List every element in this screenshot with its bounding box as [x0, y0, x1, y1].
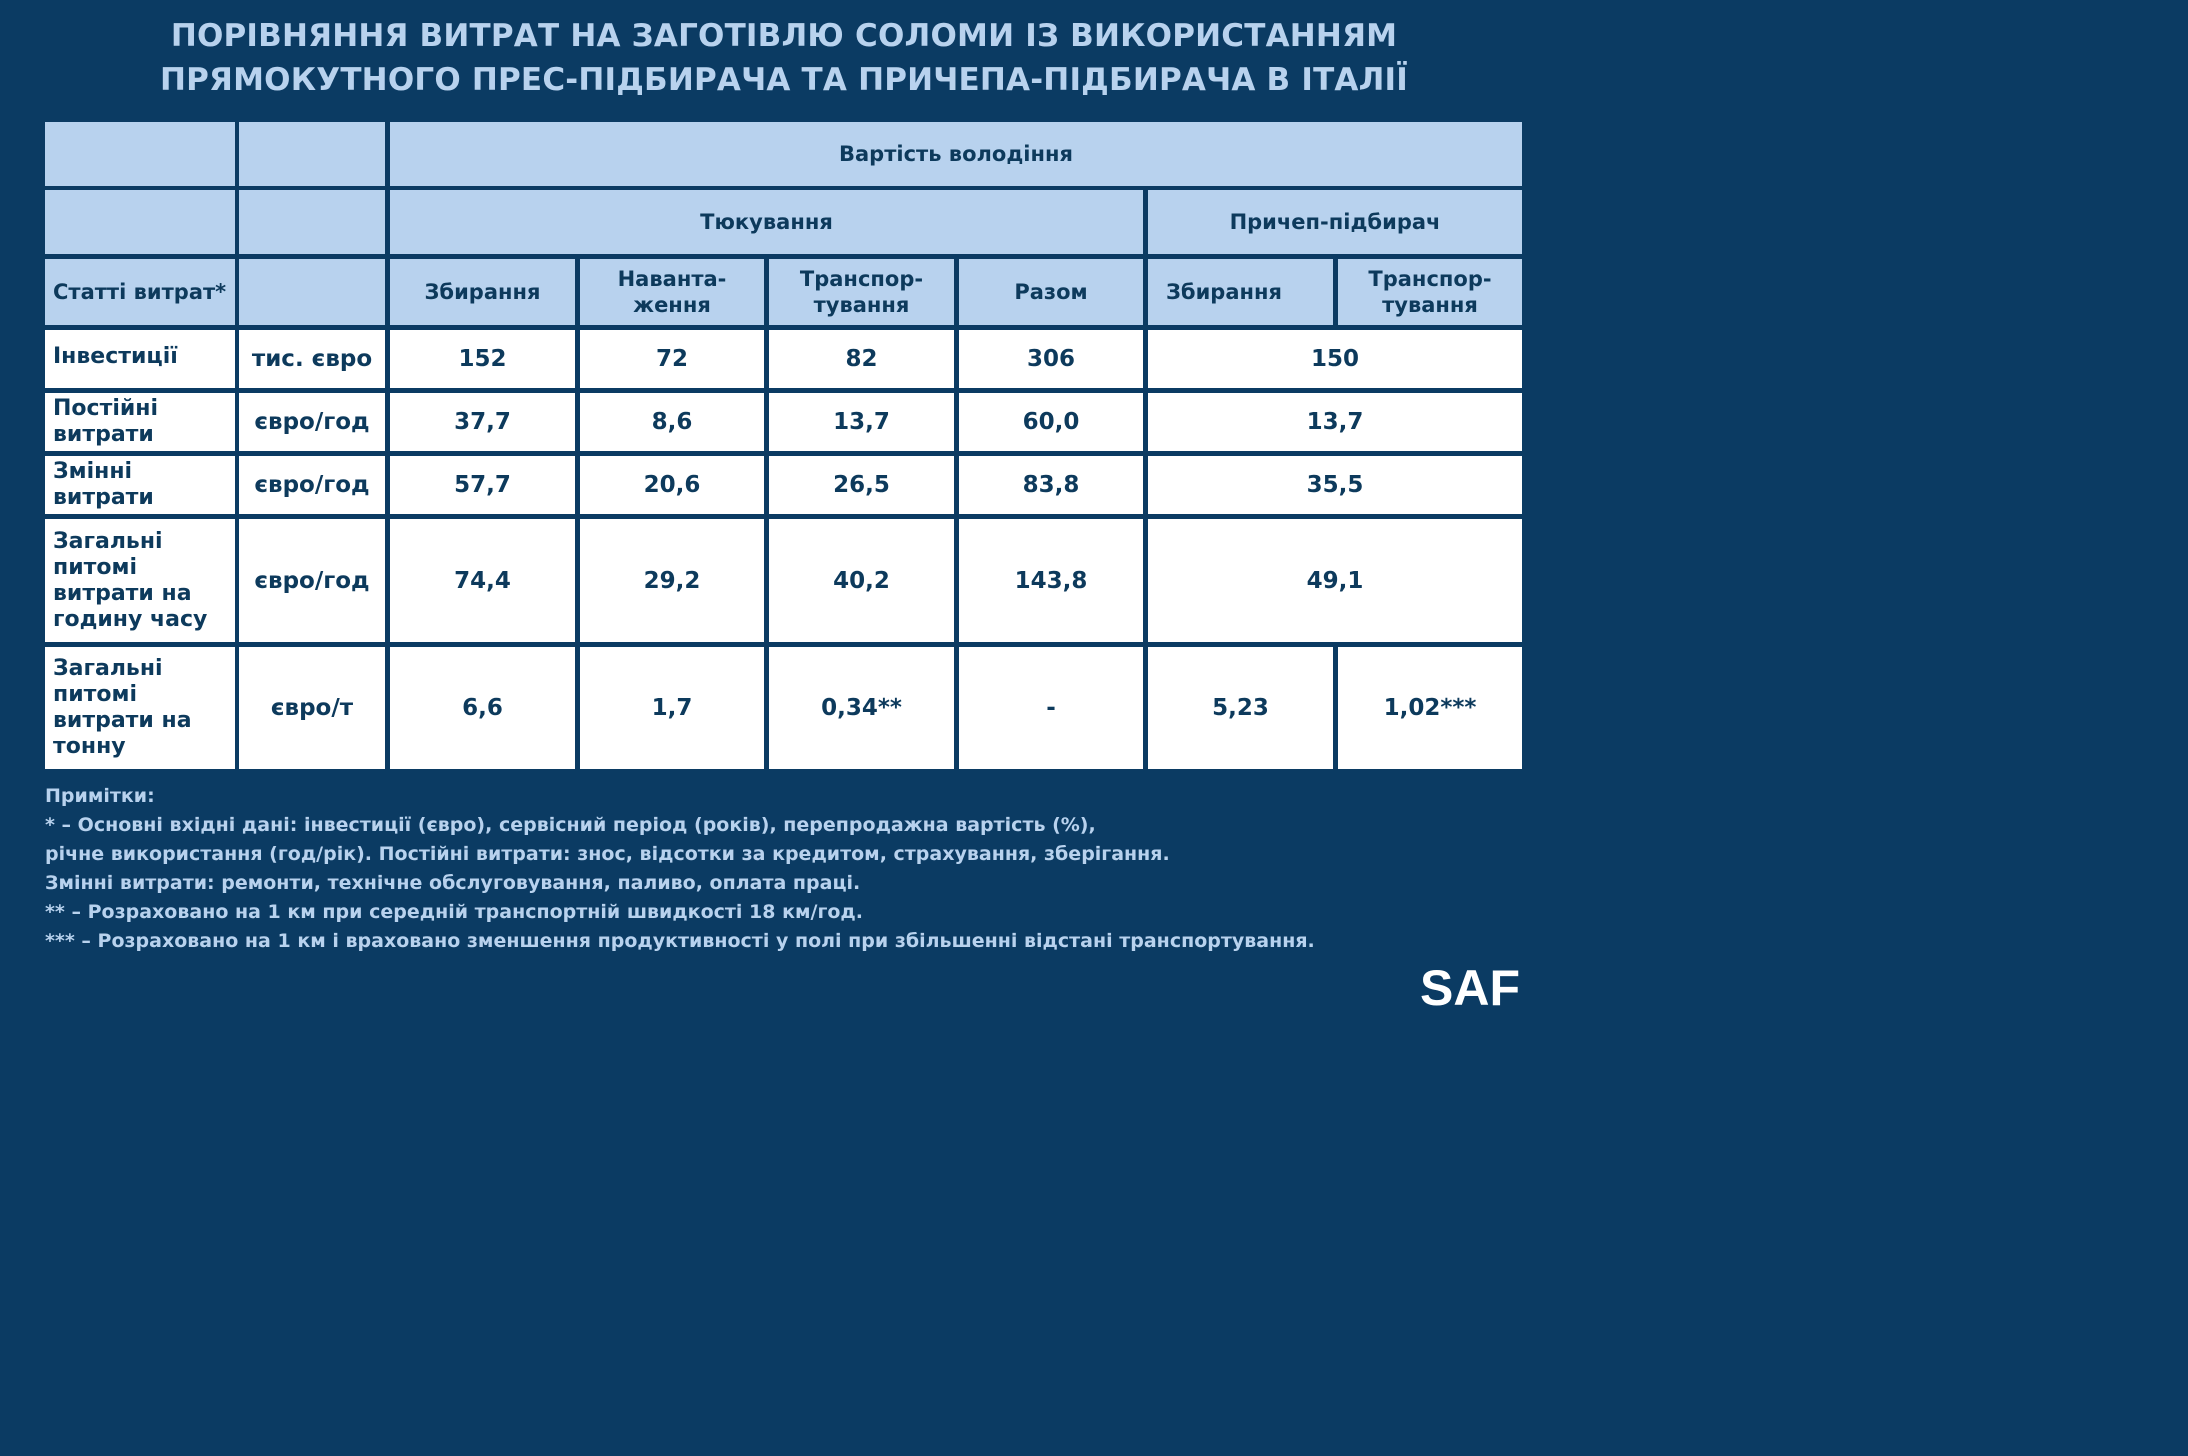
row-label-line: витрати на	[53, 708, 192, 733]
value-cell-collect: 6,6	[390, 647, 575, 769]
value-cell-transport: 40,2	[769, 519, 954, 642]
value-cell-collect: 74,4	[390, 519, 575, 642]
value-cell-total: 60,0	[959, 393, 1143, 451]
note-line: * – Основні вхідні дані: інвестиції (євро), сервісний період (років), перепродажна вартість (%),	[45, 814, 1096, 836]
row-label-variable-costs	[45, 456, 235, 514]
header-empty-2a	[45, 190, 235, 254]
value-cell-transport: 82	[769, 330, 954, 388]
row-label-line: Інвестиції	[53, 344, 178, 369]
value-cell-trailer: 35,5	[1148, 456, 1522, 514]
row-label-line: Загальні	[53, 656, 163, 681]
unit-cell: євро/год	[239, 456, 385, 514]
value-cell-total: 143,8	[959, 519, 1143, 642]
value-cell-trailer: 150	[1148, 330, 1522, 388]
column-header-unit	[239, 259, 385, 325]
page-title	[0, 14, 1568, 102]
row-label-line: витрати на	[53, 580, 192, 606]
value-cell-trailer: 13,7	[1148, 393, 1522, 451]
value-cell-total: 83,8	[959, 456, 1143, 514]
note-line: *** – Розраховано на 1 км і враховано зменшення продуктивності у полі при збільшенні відстані транспортування.	[45, 930, 1315, 952]
column-header-transport-line-1: Транспор-	[799, 267, 924, 291]
title-line-2: ПРЯМОКУТНОГО ПРЕС-ПІДБИРАЧА ТА ПРИЧЕПА-ПІДБИРАЧА В ІТАЛІЇ	[159, 62, 1409, 98]
value-cell-collect: 37,7	[390, 393, 575, 451]
column-header-items: Статті витрат*	[45, 259, 235, 325]
row-label-investments	[45, 330, 235, 388]
row-label-line: питомі	[53, 554, 138, 580]
note-line: Змінні витрати: ремонти, технічне обслуговування, паливо, оплата праці.	[45, 872, 861, 894]
row-label-line: Змінні	[53, 459, 133, 484]
column-header-total: Разом	[959, 259, 1143, 325]
column-header-transport	[769, 259, 954, 325]
row-label-line: Загальні	[53, 528, 163, 554]
value-cell-total: -	[959, 647, 1143, 769]
saf-logo: SAF	[1420, 960, 1520, 1016]
value-cell-trailer-transport: 1,02***	[1338, 647, 1522, 769]
value-cell-loading: 72	[580, 330, 764, 388]
value-cell-total: 306	[959, 330, 1143, 388]
row-label-fixed-costs	[45, 393, 235, 451]
unit-cell: євро/год	[239, 393, 385, 451]
title-line-1: ПОРІВНЯННЯ ВИТРАТ НА ЗАГОТІВЛЮ СОЛОМИ ІЗ ВИКОРИСТАННЯМ	[170, 18, 1398, 54]
notes	[45, 782, 1345, 956]
note-line: ** – Розраховано на 1 км при середній транспортній швидкості 18 км/год.	[45, 901, 863, 923]
value-cell-transport: 13,7	[769, 393, 954, 451]
column-header-trailer-transport-line-2: тування	[1382, 293, 1478, 317]
value-cell-trailer: 49,1	[1148, 519, 1522, 642]
header-baling: Тюкування	[390, 190, 1143, 254]
unit-cell: тис. євро	[239, 330, 385, 388]
column-header-loading	[580, 259, 764, 325]
value-cell-trailer-collect: 5,23	[1148, 647, 1333, 769]
header-empty-1b	[239, 122, 385, 186]
row-label-line: витрати	[53, 422, 154, 447]
header-empty-1a	[45, 122, 235, 186]
column-header-trailer-transport-line-1: Транспор-	[1368, 267, 1492, 291]
note-line: річне використання (год/рік). Постійні витрати: знос, відсотки за кредитом, страхування, зберігання.	[45, 843, 1170, 865]
row-label-line: витрати	[53, 485, 154, 510]
header-trailer: Причеп-підбирач	[1148, 190, 1522, 254]
column-header-loading-line-1: Наванта-	[617, 267, 727, 291]
unit-cell: євро/т	[239, 647, 385, 769]
column-header-transport-line-2: тування	[813, 293, 910, 317]
notes-heading: Примітки:	[45, 785, 155, 807]
column-header-collect: Збирання	[390, 259, 575, 325]
value-cell-loading: 20,6	[580, 456, 764, 514]
value-cell-collect: 57,7	[390, 456, 575, 514]
row-label-line: тонну	[53, 734, 126, 759]
value-cell-collect: 152	[390, 330, 575, 388]
column-header-trailer-collect: Збирання	[1148, 259, 1333, 325]
row-label-line: питомі	[53, 682, 138, 707]
value-cell-loading: 29,2	[580, 519, 764, 642]
row-label-line: годину часу	[53, 606, 208, 632]
row-label-total-per-hour	[45, 519, 235, 642]
header-ownership: Вартість володіння	[390, 122, 1522, 186]
column-header-loading-line-2: ження	[633, 293, 711, 317]
column-header-trailer-transport	[1338, 259, 1522, 325]
row-label-line: Постійні	[53, 396, 159, 421]
value-cell-loading: 1,7	[580, 647, 764, 769]
value-cell-loading: 8,6	[580, 393, 764, 451]
value-cell-transport: 0,34**	[769, 647, 954, 769]
header-empty-2b	[239, 190, 385, 254]
unit-cell: євро/год	[239, 519, 385, 642]
row-label-total-per-tonne	[45, 647, 235, 769]
value-cell-transport: 26,5	[769, 456, 954, 514]
